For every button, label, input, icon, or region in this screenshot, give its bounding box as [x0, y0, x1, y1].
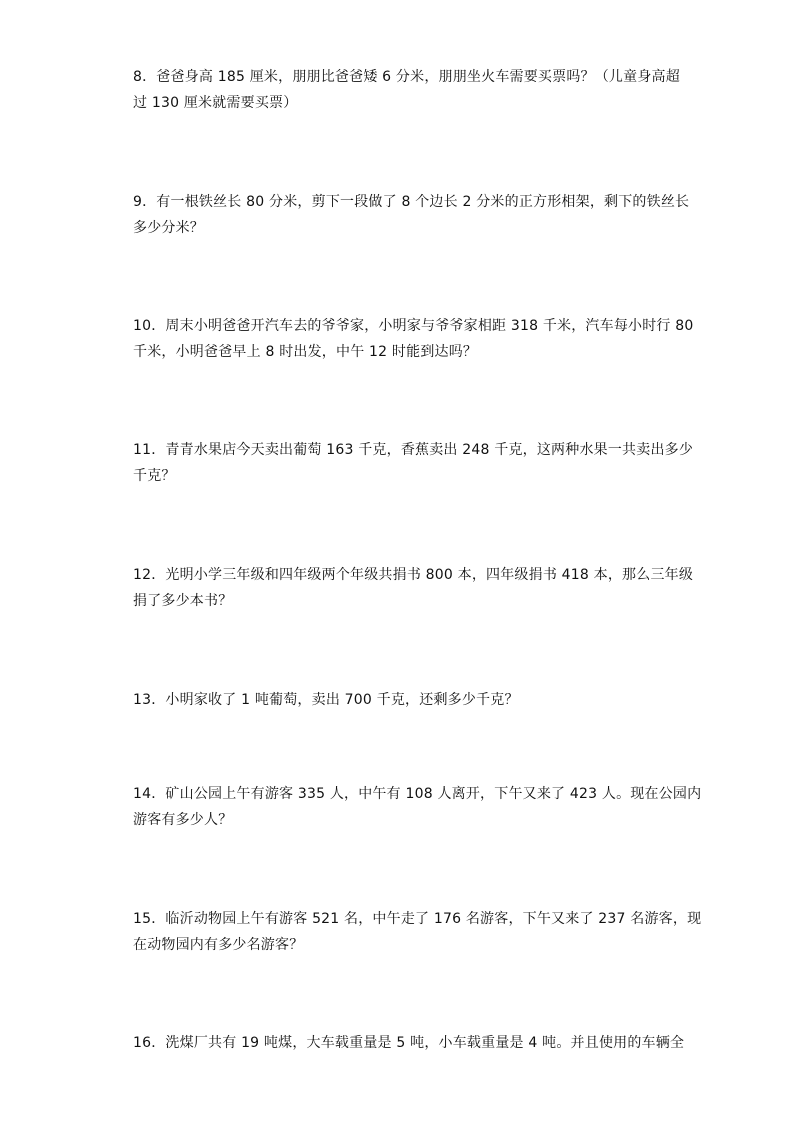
question-12 [133, 562, 694, 614]
question-8 [133, 64, 680, 116]
question-text-line: 11．青青水果店今天卖出葡萄 163 千克，香蕉卖出 248 千克，这两种水果一共卖出多少 [133, 442, 694, 458]
question-11 [133, 437, 694, 489]
question-14 [133, 781, 702, 833]
question-text-line: 10．周末小明爸爸开汽车去的爷爷家，小明家与爷爷家相距 318 千米，汽车每小时行 80 [133, 318, 694, 334]
question-15 [133, 906, 702, 958]
question-text-line: 捐了多少本书？ [133, 593, 233, 609]
question-9 [133, 189, 690, 241]
question-text-line: 9．有一根铁丝长 80 分米，剪下一段做了 8 个边长 2 分米的正方形相架，剩下的铁丝长 [133, 194, 690, 210]
question-text-line: 16．洗煤厂共有 19 吨煤，大车载重量是 5 吨，小车载重量是 4 吨。并且使用的车辆全 [133, 1035, 685, 1051]
question-10 [133, 313, 694, 365]
question-text-line: 游客有多少人？ [133, 812, 233, 828]
question-16 [133, 1030, 685, 1056]
question-text-line: 千米，小明爸爸早上 8 时出发，中午 12 时能到达吗？ [133, 344, 478, 360]
question-text-line: 多少分米？ [133, 220, 204, 236]
question-text-line: 在动物园内有多少名游客？ [133, 937, 304, 953]
question-text-line: 8．爸爸身高 185 厘米，朋朋比爸爸矮 6 分米，朋朋坐火车需要买票吗？（儿童身高超 [133, 69, 680, 85]
question-text-line: 13．小明家收了 1 吨葡萄，卖出 700 千克，还剩多少千克？ [133, 692, 519, 708]
question-text-line: 12．光明小学三年级和四年级两个年级共捐书 800 本，四年级捐书 418 本，那么三年级 [133, 567, 694, 583]
question-text-line: 千克？ [133, 468, 176, 484]
question-text-line: 过 130 厘米就需要买票） [133, 95, 298, 111]
question-13 [133, 687, 663, 713]
question-text-line: 14．矿山公园上午有游客 335 人，中午有 108 人离开，下午又来了 423 人。现在公园内 [133, 786, 702, 802]
question-text-line: 15．临沂动物园上午有游客 521 名，中午走了 176 名游客，下午又来了 237 名游客，现 [133, 911, 702, 927]
